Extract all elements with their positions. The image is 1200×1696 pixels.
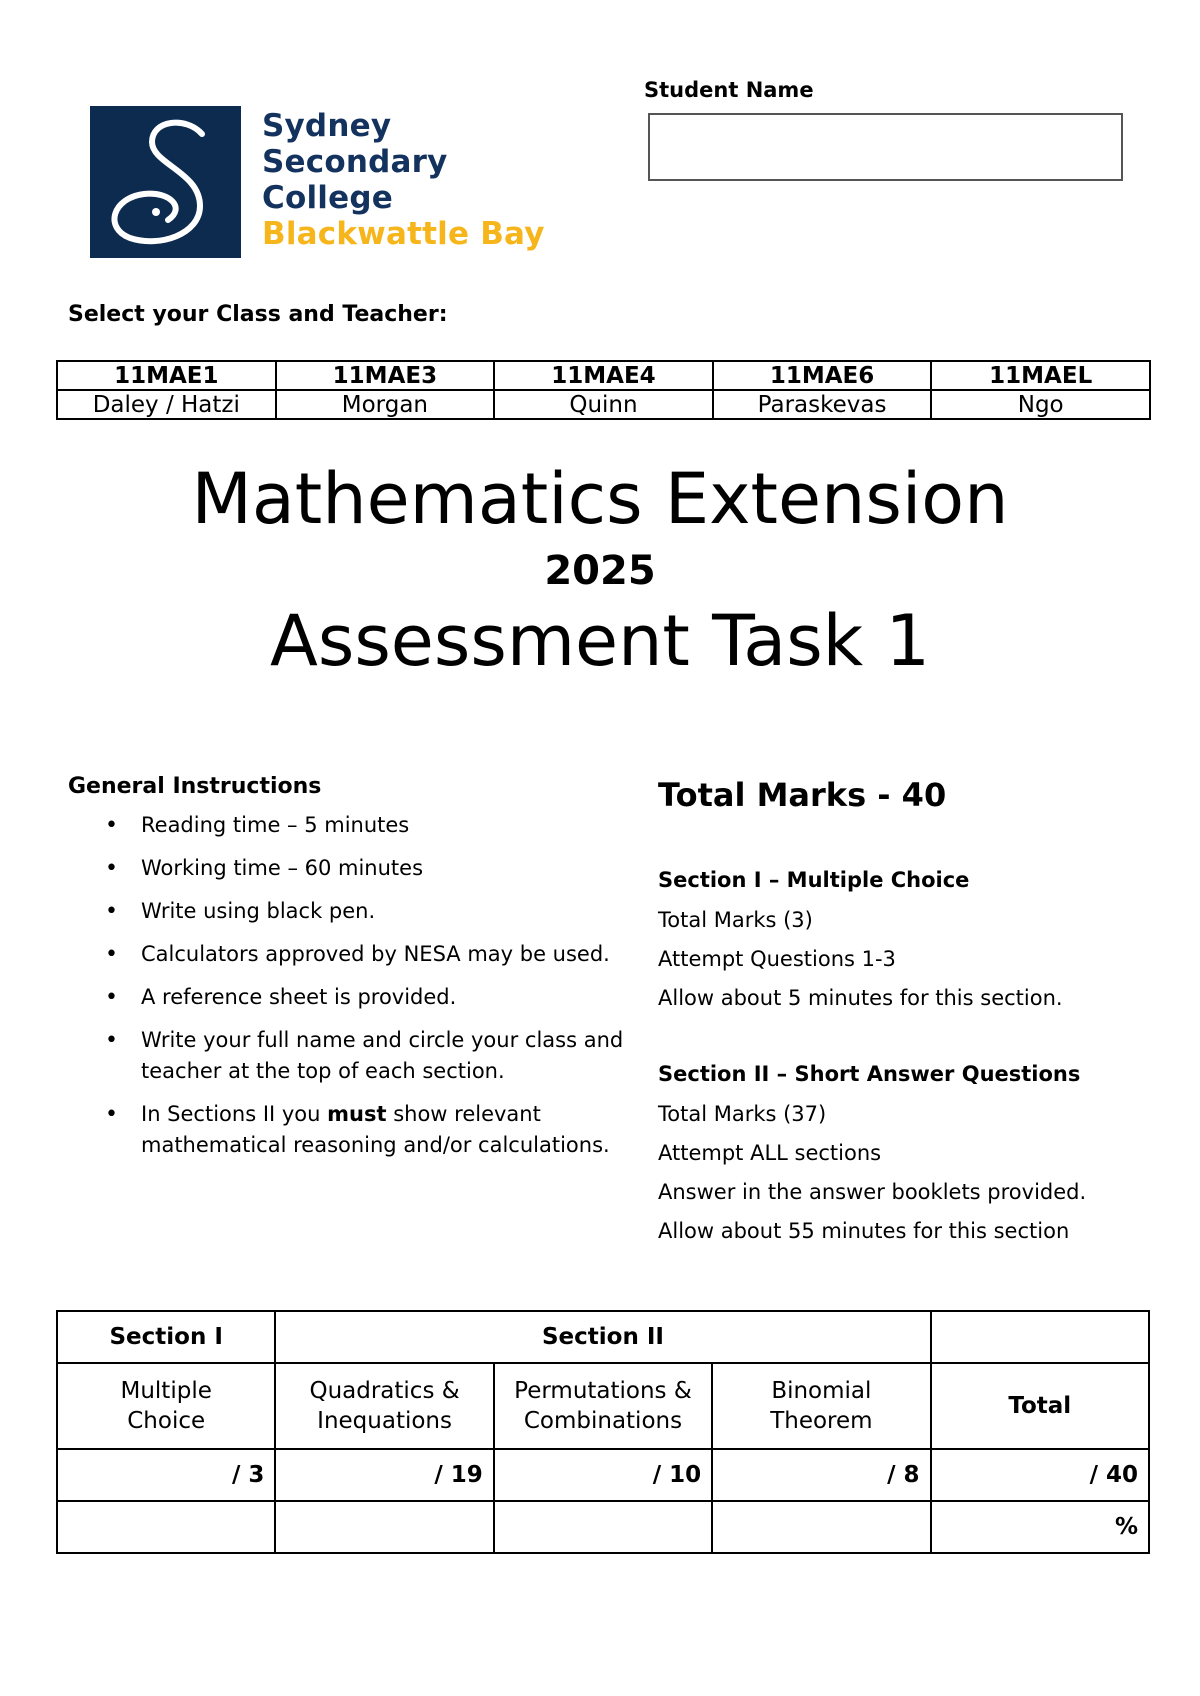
section2-line: Total Marks (37) bbox=[658, 1102, 827, 1126]
topic-line: Combinations bbox=[523, 1408, 683, 1434]
score-cell[interactable]: / 10 bbox=[494, 1449, 712, 1501]
class-code-cell[interactable]: 11MAE6 bbox=[713, 361, 932, 390]
instruction-emphasis: must bbox=[327, 1102, 387, 1126]
score-cell[interactable]: / 8 bbox=[712, 1449, 930, 1501]
script-s-icon bbox=[90, 106, 241, 258]
marks-topic-row bbox=[57, 1363, 1149, 1449]
section1-line: Total Marks (3) bbox=[658, 908, 813, 932]
class-code-cell[interactable]: 11MAE4 bbox=[494, 361, 713, 390]
student-name-label: Student Name bbox=[644, 78, 814, 102]
subject-title: Mathematics Extension bbox=[191, 458, 1009, 540]
teacher-cell[interactable]: Quinn bbox=[494, 390, 713, 419]
blank-cell[interactable] bbox=[494, 1501, 712, 1553]
class-code-row bbox=[57, 361, 1150, 390]
blank-cell[interactable] bbox=[57, 1501, 275, 1553]
blank-cell[interactable] bbox=[275, 1501, 493, 1553]
section2-line: Allow about 55 minutes for this section bbox=[658, 1219, 1070, 1243]
marks-score-row bbox=[57, 1449, 1149, 1501]
instruction-item: • Working time – 60 minutes bbox=[105, 853, 645, 884]
logo-line-sydney: Sydney bbox=[262, 108, 392, 144]
logo-line-blackwattle-bay: Blackwattle Bay bbox=[262, 216, 545, 252]
exam-year: 2025 bbox=[544, 548, 656, 594]
instruction-item: • Write using black pen. bbox=[105, 896, 645, 927]
teacher-cell[interactable]: Morgan bbox=[276, 390, 495, 419]
logo-line-secondary: Secondary bbox=[262, 144, 448, 180]
section2-heading: Section II – Short Answer Questions bbox=[658, 1062, 1081, 1086]
class-code-cell[interactable]: 11MAE3 bbox=[276, 361, 495, 390]
topic-cell bbox=[712, 1363, 930, 1449]
school-name-logo bbox=[262, 108, 545, 252]
score-cell[interactable]: / 3 bbox=[57, 1449, 275, 1501]
topic-line: Theorem bbox=[770, 1408, 873, 1434]
percent-cell[interactable]: % bbox=[931, 1501, 1149, 1553]
instruction-item bbox=[105, 1099, 645, 1161]
topic-line: Permutations & bbox=[514, 1378, 692, 1404]
marks-blank-row bbox=[57, 1501, 1149, 1553]
total-marks-heading: Total Marks - 40 bbox=[658, 776, 947, 814]
assessment-task-title: Assessment Task 1 bbox=[269, 600, 930, 682]
topic-cell bbox=[57, 1363, 275, 1449]
school-logo-emblem bbox=[90, 106, 241, 258]
topic-cell bbox=[494, 1363, 712, 1449]
section2-line: Attempt ALL sections bbox=[658, 1141, 882, 1165]
student-name-field[interactable] bbox=[648, 113, 1123, 181]
score-cell[interactable]: / 19 bbox=[275, 1449, 493, 1501]
topic-line: Choice bbox=[127, 1408, 206, 1434]
teacher-cell[interactable]: Paraskevas bbox=[713, 390, 932, 419]
marks-summary-table bbox=[56, 1310, 1150, 1554]
section1-header-cell: Section I bbox=[57, 1311, 275, 1363]
topic-line: Inequations bbox=[317, 1408, 452, 1434]
class-code-cell[interactable]: 11MAE1 bbox=[57, 361, 276, 390]
teacher-cell[interactable]: Ngo bbox=[931, 390, 1150, 419]
topic-line: Multiple bbox=[120, 1378, 212, 1404]
logo-line-college: College bbox=[262, 180, 393, 216]
topic-line: Quadratics & bbox=[309, 1378, 460, 1404]
topic-cell bbox=[275, 1363, 493, 1449]
section2-line: Answer in the answer booklets provided. bbox=[658, 1180, 1087, 1204]
blank-header-cell bbox=[931, 1311, 1149, 1363]
instruction-item: • Calculators approved by NESA may be used. bbox=[105, 939, 645, 970]
instruction-item: • Reading time – 5 minutes bbox=[105, 810, 645, 841]
class-code-cell[interactable]: 11MAEL bbox=[931, 361, 1150, 390]
general-instructions-heading: General Instructions bbox=[68, 774, 322, 799]
section1-line: Attempt Questions 1-3 bbox=[658, 947, 896, 971]
instruction-text: show relevant mathematical reasoning and/or calculations. bbox=[141, 1102, 610, 1157]
teacher-cell[interactable]: Daley / Hatzi bbox=[57, 390, 276, 419]
topic-line: Binomial bbox=[771, 1378, 872, 1404]
section1-heading: Section I – Multiple Choice bbox=[658, 868, 970, 892]
general-instructions-list bbox=[105, 810, 645, 1173]
class-select-label: Select your Class and Teacher: bbox=[68, 302, 448, 327]
total-label-cell: Total bbox=[931, 1363, 1149, 1449]
section2-header-cell: Section II bbox=[275, 1311, 930, 1363]
instruction-item: • A reference sheet is provided. bbox=[105, 982, 645, 1013]
total-score-cell[interactable]: / 40 bbox=[931, 1449, 1149, 1501]
blank-cell[interactable] bbox=[712, 1501, 930, 1553]
marks-header-row bbox=[57, 1311, 1149, 1363]
section1-line: Allow about 5 minutes for this section. bbox=[658, 986, 1063, 1010]
teacher-row bbox=[57, 390, 1150, 419]
instruction-item: • Write your full name and circle your class and teacher at the top of each section. bbox=[105, 1025, 645, 1087]
class-teacher-table bbox=[56, 360, 1151, 420]
instruction-text: In Sections II you bbox=[141, 1102, 328, 1126]
